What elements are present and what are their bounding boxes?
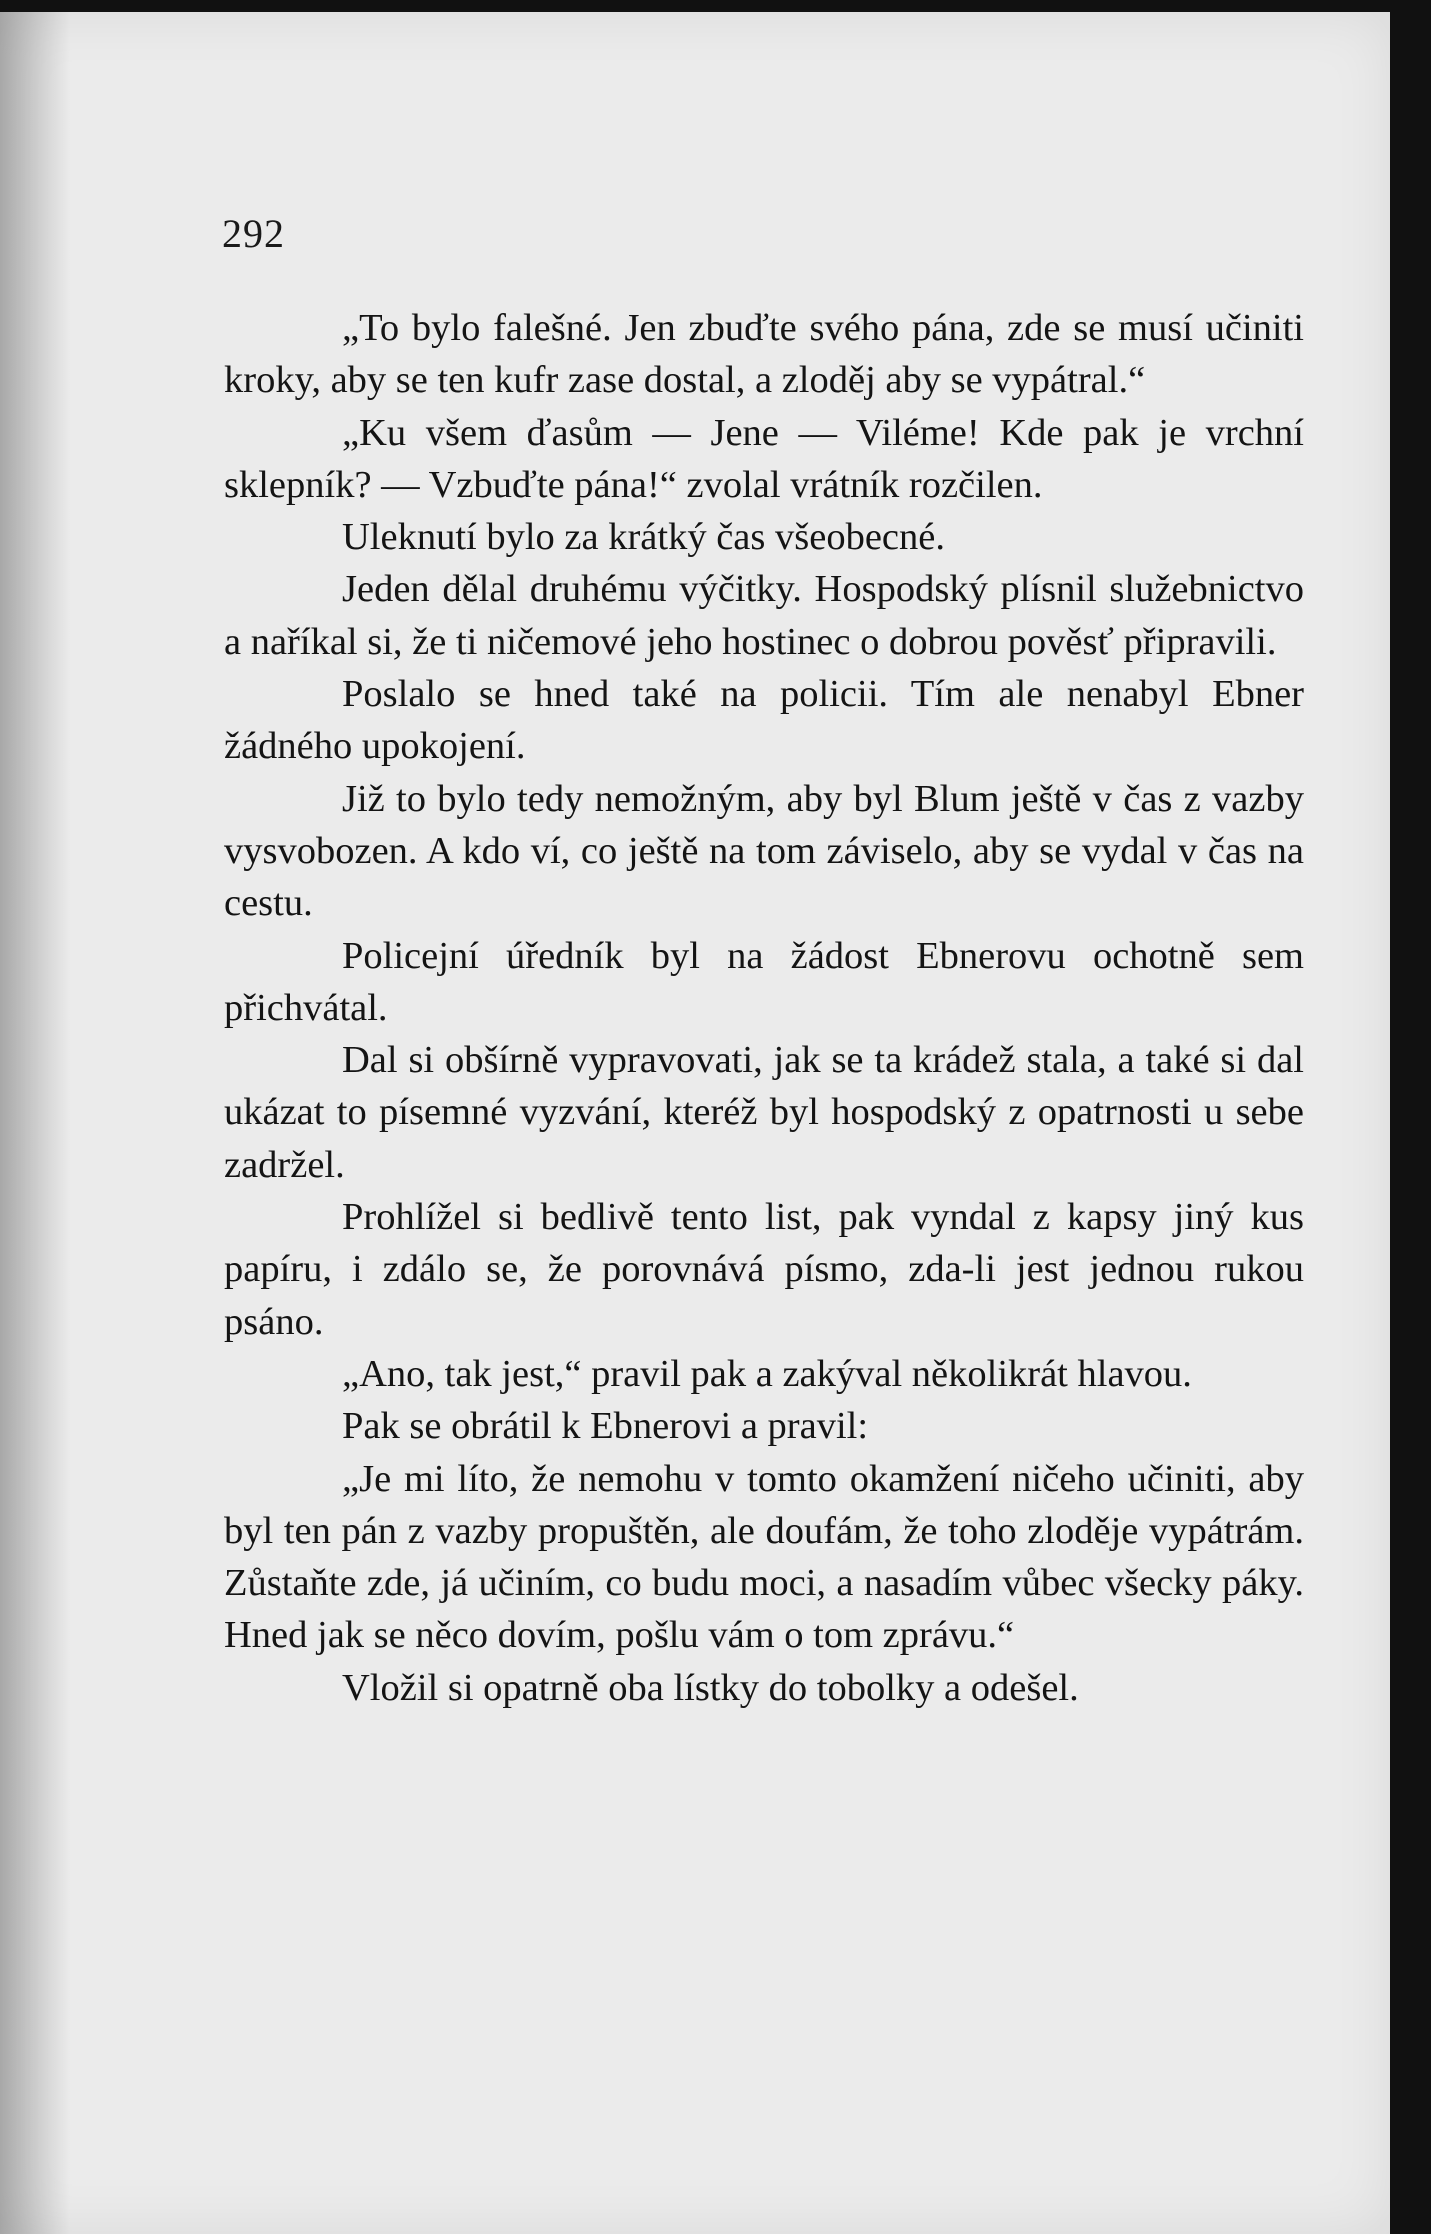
- book-page: [0, 12, 1390, 2234]
- paragraph: Již to bylo tedy nemožným, aby byl Blum ještě v čas z vazby vysvobozen. A kdo ví, co ještě na tom záviselo, aby se vydal v čas na cestu.: [224, 777, 1304, 925]
- page-number: 292: [222, 211, 285, 256]
- paragraph: „Ano, tak jest,“ pravil pak a zakýval několikrát hlavou.: [342, 1352, 1192, 1395]
- paragraph: Uleknutí bylo za krátký čas všeobecné.: [342, 516, 945, 559]
- paragraph: Prohlížel si bedlivě tento list, pak vyndal z kapsy jiný kus papíru, i zdálo se, že porovnává písmo, zda-li jest jednou rukou psáno.: [224, 1196, 1304, 1343]
- paragraph: Poslalo se hned také na policii. Tím ale nenabyl Ebner žádného upokojení.: [224, 673, 1304, 768]
- body-text: [224, 302, 1304, 1714]
- paragraph: Dal si obšírně vypravovati, jak se ta krádež stala, a také si dal ukázat to písemné vyzvání, kteréž byl hospodský z opatrnosti u sebe zadržel.: [224, 1039, 1304, 1186]
- paragraph: Policejní úředník byl na žádost Ebnerovu ochotně sem přichvátal.: [224, 934, 1304, 1029]
- paragraph: „Ku všem ďasům — Jene — Viléme! Kde pak je vrchní sklepník? — Vzbuďte pána!“ zvolal vrátník rozčilen.: [224, 411, 1304, 506]
- paragraph: Vložil si opatrně oba lístky do tobolky a odešel.: [342, 1666, 1079, 1709]
- page-spine-shadow: [0, 12, 70, 2234]
- paragraph: Jeden dělal druhému výčitky. Hospodský plísnil služebnictvo a naříkal si, že ti ničemové jeho hostinec o dobrou pověsť připravili.: [224, 568, 1304, 663]
- paragraph: „Je mi líto, že nemohu v tomto okamžení ničeho učiniti, aby byl ten pán z vazby propuštěn, ale doufám, že toho zloděje vypátrám. Zůstaňte zde, já učiním, co budu moci, a nasadím vůbec všecky páky. Hned jak se něco dovím, pošlu vám o tom zprávu.“: [224, 1457, 1304, 1657]
- paragraph: Pak se obrátil k Ebnerovi a pravil:: [342, 1405, 869, 1448]
- paragraph: „To bylo falešné. Jen zbuďte svého pána, zde se musí učiniti kroky, aby se ten kufr zase dostal, a zloděj aby se vypátral.“: [224, 307, 1304, 402]
